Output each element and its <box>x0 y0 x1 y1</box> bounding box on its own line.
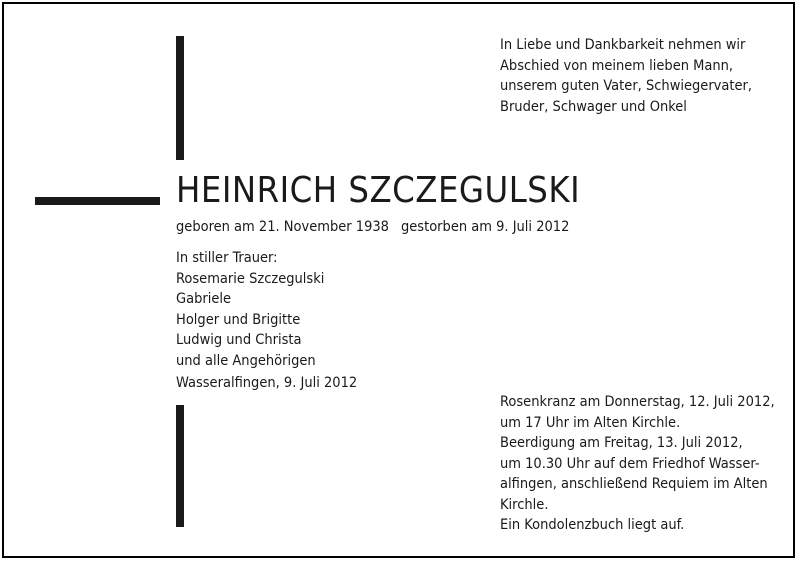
deceased-name: HEINRICH SZCZEGULSKI <box>176 170 581 211</box>
intro-line: In Liebe und Dankbarkeit nehmen wir <box>500 37 746 53</box>
service-line: alfingen, anschließend Requiem im Alten <box>500 476 768 492</box>
service-details <box>500 392 775 536</box>
mourners-list <box>176 248 324 371</box>
service-line: um 10.30 Uhr auf dem Friedhof Wasser- <box>500 455 760 472</box>
place-and-date: Wasseralfingen, 9. Juli 2012 <box>176 375 358 391</box>
service-line: Rosenkranz am Donnerstag, 12. Juli 2012, <box>500 394 775 410</box>
mourner-name: Gabriele <box>176 291 232 307</box>
mourner-name: Holger und Brigitte <box>176 311 301 328</box>
service-line: um 17 Uhr im Alten Kirchle. <box>500 414 681 431</box>
service-line: Beerdigung am Freitag, 13. Juli 2012, <box>500 435 743 451</box>
mourner-name: und alle Angehörigen <box>176 352 316 369</box>
life-dates <box>176 217 569 238</box>
intro-line: Abschied von meinem lieben Mann, <box>500 57 734 74</box>
mourner-name: Ludwig und Christa <box>176 332 302 348</box>
intro-line: unserem guten Vater, Schwiegervater, <box>500 78 753 94</box>
cross-bottom-bar <box>176 405 184 527</box>
death-date: gestorben am 9. Juli 2012 <box>400 219 570 235</box>
mourner-name: Rosemarie Szczegulski <box>176 270 325 287</box>
cross-top-bar <box>176 36 184 160</box>
service-line: Kirchle. <box>500 496 549 513</box>
birth-date: geboren am 21. November 1938 <box>176 219 389 235</box>
mourners-heading: In stiller Trauer: <box>176 250 278 266</box>
intro-text <box>500 35 752 117</box>
intro-line: Bruder, Schwager und Onkel <box>500 98 687 115</box>
service-line: Ein Kondolenzbuch liegt auf. <box>500 517 685 533</box>
cross-left-bar <box>35 197 160 205</box>
